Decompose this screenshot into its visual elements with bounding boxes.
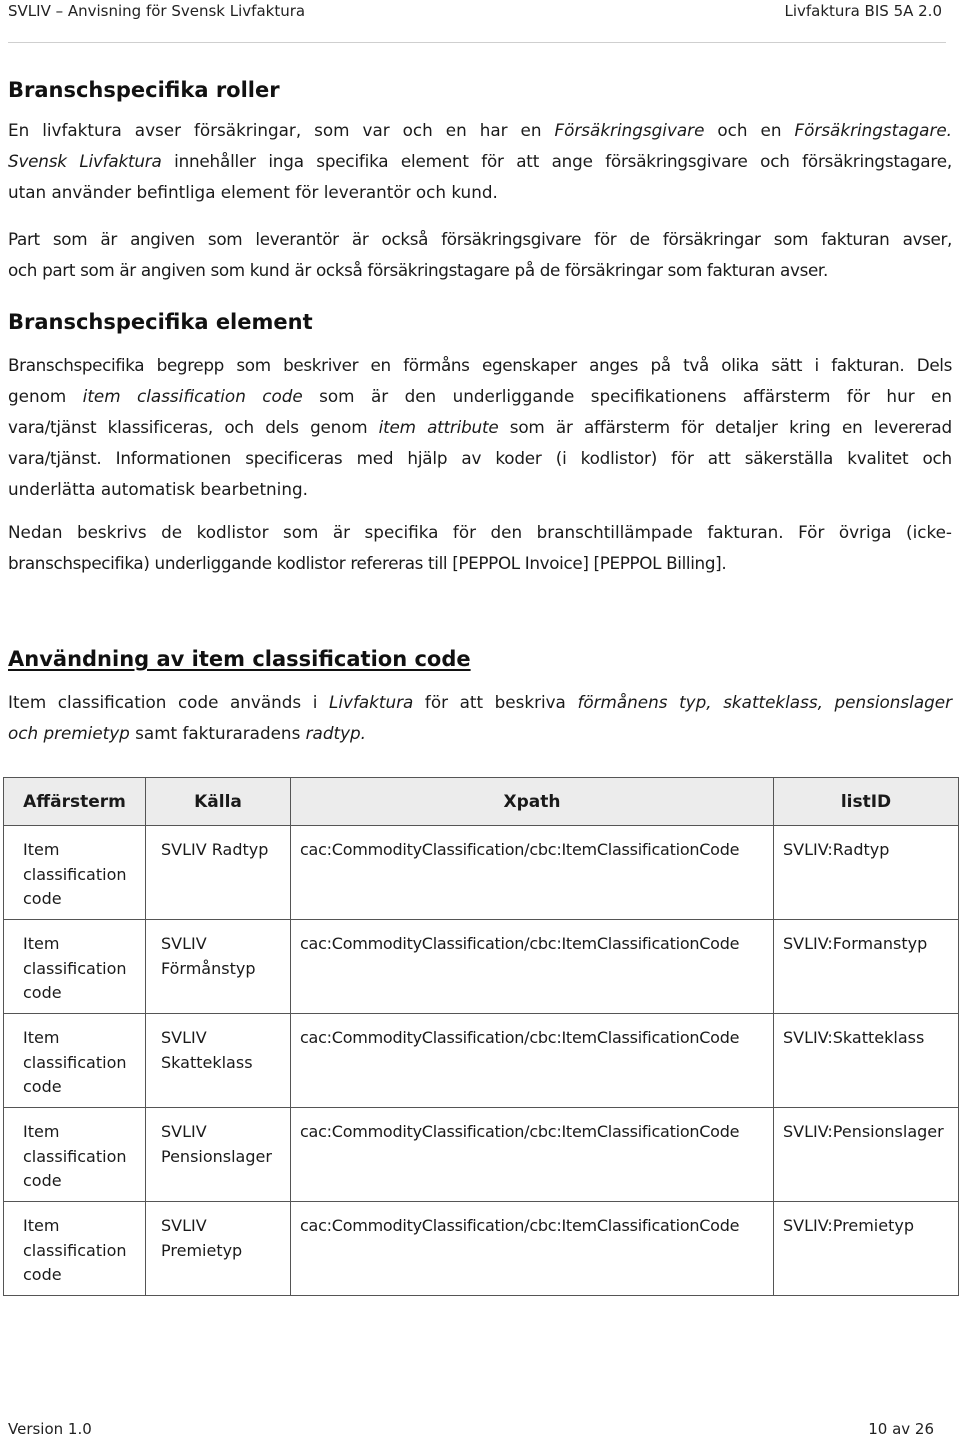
italic-term: item attribute — [378, 417, 499, 437]
page-footer — [8, 1420, 934, 1438]
cell-kalla: SVLIV Pensionslager — [146, 1108, 291, 1202]
text-line — [8, 350, 952, 381]
cell-affarsterm: Item classification code — [4, 1014, 146, 1108]
text-run: vara/tjänst. Informationen specificeras med hjälp av koder (i kodlistor) för att säkerställa kvalitet och — [8, 448, 952, 468]
paragraph-element-intro — [8, 350, 952, 505]
paragraph-usage — [8, 687, 952, 749]
text-line — [8, 412, 952, 443]
heading-branschspecifika-element: Branschspecifika element — [8, 310, 313, 334]
text-line — [8, 115, 952, 146]
text-line — [8, 255, 952, 286]
table-row — [4, 826, 959, 920]
column-header-kalla: Källa — [146, 778, 291, 826]
cell-listid: SVLIV:Formanstyp — [774, 920, 959, 1014]
table-row — [4, 920, 959, 1014]
text-line — [8, 146, 952, 177]
text-run: för att beskriva — [413, 692, 578, 712]
column-header-affarsterm: Affärsterm — [4, 778, 146, 826]
italic-term: Livfaktura — [329, 692, 414, 712]
cell-affarsterm: Item classification code — [4, 1202, 146, 1296]
heading-anvandning-item-classification: Användning av item classification code — [8, 647, 471, 671]
text-run: och part som är angiven som kund är också försäkringstagare på de försäkringar som fakturan avser. — [8, 260, 828, 280]
cell-affarsterm: Item classification code — [4, 826, 146, 920]
cell-kalla: SVLIV Premietyp — [146, 1202, 291, 1296]
cell-xpath: cac:CommodityClassification/cbc:ItemClassificationCode — [291, 1108, 774, 1202]
text-line — [8, 474, 952, 505]
text-run: genom — [8, 386, 83, 406]
italic-term: och premietyp — [8, 723, 130, 743]
italic-term: item classification code — [82, 386, 303, 406]
cell-affarsterm: Item classification code — [4, 1108, 146, 1202]
cell-listid: SVLIV:Pensionslager — [774, 1108, 959, 1202]
text-run: som är affärsterm för detaljer kring en levererad — [498, 417, 952, 437]
italic-term: Försäkringsgivare — [554, 120, 705, 140]
text-line — [8, 718, 952, 749]
table-body — [4, 826, 959, 1296]
paragraph-roller-parts — [8, 224, 952, 286]
italic-term: förmånens typ, skatteklass, pensionslager — [577, 692, 952, 712]
text-line — [8, 548, 952, 579]
text-run: underlätta automatisk bearbetning. — [8, 479, 308, 499]
text-line — [8, 687, 952, 718]
text-run: vara/tjänst klassificeras, och dels genom — [8, 417, 379, 437]
cell-listid: SVLIV:Radtyp — [774, 826, 959, 920]
text-run: innehåller inga specifika element för att ange försäkringsgivare och försäkringstagare, — [161, 151, 952, 171]
table-row — [4, 1108, 959, 1202]
heading-branschspecifika-roller: Branschspecifika roller — [8, 78, 280, 102]
text-run: och en — [704, 120, 795, 140]
cell-kalla: SVLIV Radtyp — [146, 826, 291, 920]
text-line — [8, 517, 952, 548]
text-run: utan använder befintliga element för leverantör och kund. — [8, 182, 498, 202]
text-run: Nedan beskrivs de kodlistor som är specifika för den branschtillämpade fakturan. För övriga (icke- — [8, 522, 952, 542]
cell-affarsterm: Item classification code — [4, 920, 146, 1014]
footer-page-number: 10 av 26 — [868, 1420, 934, 1438]
cell-xpath: cac:CommodityClassification/cbc:ItemClassificationCode — [291, 920, 774, 1014]
page-header — [8, 0, 942, 22]
text-run: En livfaktura avser försäkringar, som var och en har en — [8, 120, 555, 140]
column-header-xpath: Xpath — [291, 778, 774, 826]
table-row — [4, 1202, 959, 1296]
cell-xpath: cac:CommodityClassification/cbc:ItemClassificationCode — [291, 1014, 774, 1108]
text-run: Part som är angiven som leverantör är också försäkringsgivare för de försäkringar som fakturan avser, — [8, 229, 952, 249]
text-line — [8, 224, 952, 255]
paragraph-element-kodlistor — [8, 517, 952, 579]
cell-kalla: SVLIV Skatteklass — [146, 1014, 291, 1108]
text-line — [8, 381, 952, 412]
header-divider — [8, 42, 946, 43]
cell-kalla: SVLIV Förmånstyp — [146, 920, 291, 1014]
italic-term: radtyp. — [305, 723, 366, 743]
italic-term: Försäkringstagare. — [794, 120, 953, 140]
text-run: Branschspecifika begrepp som beskriver en förmåns egenskaper anges på två olika sätt i fakturan. Dels — [8, 355, 952, 375]
text-run: Item classification code används i — [8, 692, 330, 712]
cell-xpath: cac:CommodityClassification/cbc:ItemClassificationCode — [291, 826, 774, 920]
column-header-listid: listID — [774, 778, 959, 826]
cell-listid: SVLIV:Premietyp — [774, 1202, 959, 1296]
header-doc-version: Livfaktura BIS 5A 2.0 — [784, 2, 942, 20]
footer-version: Version 1.0 — [8, 1420, 92, 1438]
table-header-row — [4, 778, 959, 826]
text-run: branschspecifika) underliggande kodlistor refereras till [PEPPOL Invoice] [PEPPOL Billing]. — [8, 553, 727, 573]
table-row — [4, 1014, 959, 1108]
text-line — [8, 177, 952, 208]
text-run: som är den underliggande specifikationens affärsterm för hur en — [302, 386, 952, 406]
header-doc-title: SVLIV – Anvisning för Svensk Livfaktura — [8, 2, 306, 20]
code-list-table — [3, 777, 959, 1296]
cell-listid: SVLIV:Skatteklass — [774, 1014, 959, 1108]
cell-xpath: cac:CommodityClassification/cbc:ItemClassificationCode — [291, 1202, 774, 1296]
text-line — [8, 443, 952, 474]
italic-term: Svensk Livfaktura — [8, 151, 162, 171]
text-run: samt fakturaradens — [129, 723, 306, 743]
paragraph-roller-intro — [8, 115, 952, 208]
